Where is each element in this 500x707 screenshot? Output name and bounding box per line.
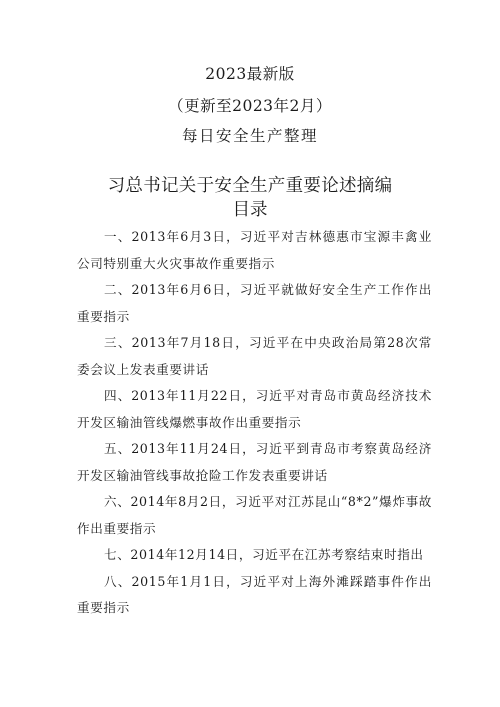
toc-entry: 三、2013年7月18日，习近平在中央政治局第28次常委会议上发表重要讲话 <box>77 335 432 377</box>
subtitle: 每日安全生产整理 <box>181 127 318 145</box>
table-of-contents <box>77 224 432 622</box>
document-title: 习总书记关于安全生产重要论述摘编 <box>107 176 393 196</box>
edition-label: 2023最新版 <box>205 65 295 83</box>
toc-entry: 八、2015年1月1日，习近平对上海外滩踩踏事件作出重要指示 <box>77 573 432 615</box>
toc-entry: 七、2014年12月14日，习近平在江苏考察结束时指出 <box>104 547 424 562</box>
toc-entry: 二、2013年6月6日，习近平就做好安全生产工作作出重要指示 <box>77 282 432 324</box>
toc-entry: 五、2013年11月24日，习近平到青岛市考察黄岛经济开发区输油管线事故抢险工作发表重要讲话 <box>77 441 432 483</box>
toc-entry: 一、2013年6月3日，习近平对吉林德惠市宝源丰禽业公司特别重大火灾事故作重要指示 <box>77 229 432 271</box>
toc-entry: 四、2013年11月22日，习近平对青岛市黄岛经济技术开发区输油管线爆燃事故作出重要指示 <box>77 388 432 430</box>
toc-entry: 六、2014年8月2日，习近平对江苏昆山“8*2”爆炸事故作出重要指示 <box>77 494 432 536</box>
update-note: （更新至2023年2月） <box>168 97 332 115</box>
toc-heading: 目录 <box>232 200 268 220</box>
